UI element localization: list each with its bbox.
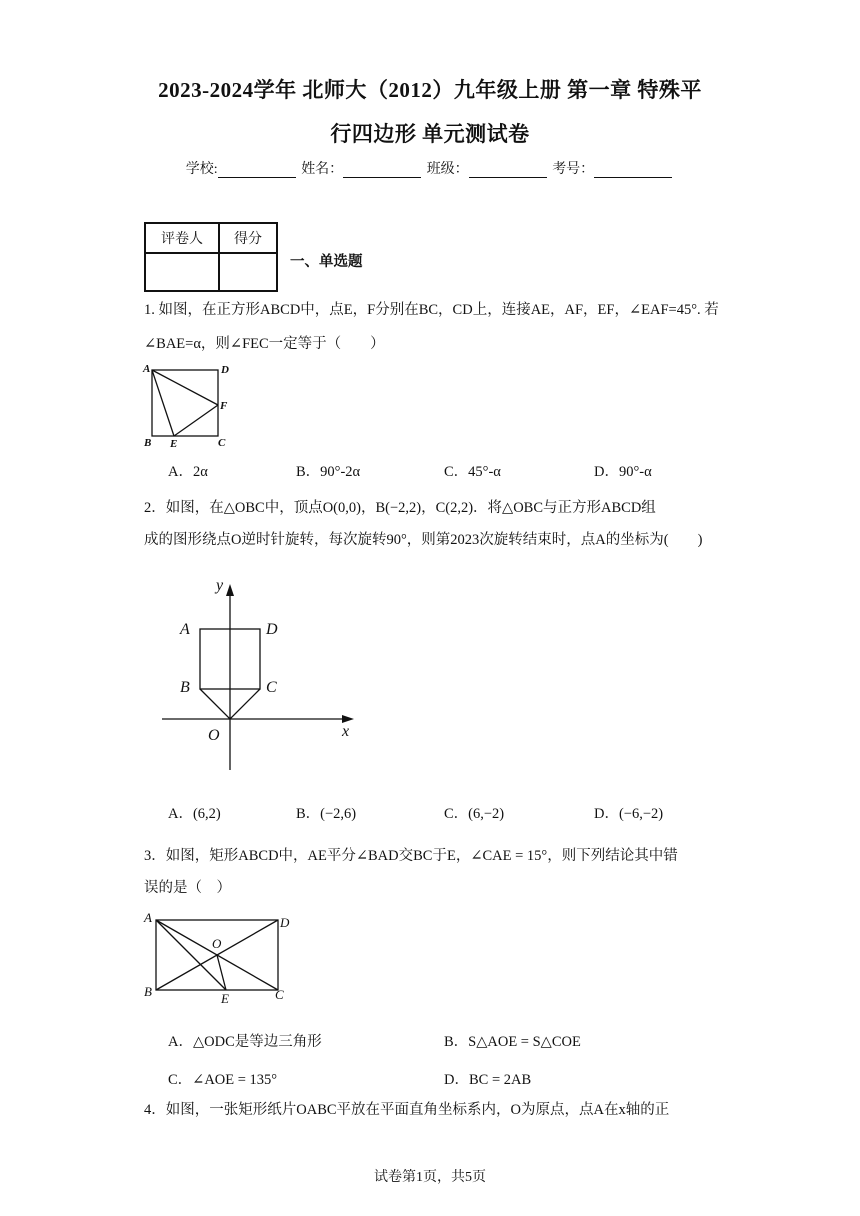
q1-label-d: D	[221, 364, 229, 376]
class-blank[interactable]	[469, 163, 547, 178]
page-footer: 试卷第1页，共5页	[374, 1170, 486, 1185]
q2-x-arrow-icon	[342, 715, 354, 723]
school-label: 学校:	[185, 162, 218, 177]
q1-option-d[interactable]: D．90°-α	[594, 464, 652, 480]
q2-label-b: B	[180, 679, 190, 696]
q2-option-d[interactable]: D．(−6,−2)	[594, 806, 664, 822]
q3-label-a: A	[144, 910, 152, 925]
q1-label-b: B	[144, 437, 152, 449]
q1-figure	[140, 362, 240, 452]
q1-label-c: C	[218, 437, 226, 449]
q3-option-b[interactable]: B．S△AOE = S△COE	[444, 1034, 581, 1050]
class-label: 班级：	[426, 162, 469, 177]
q3-option-c[interactable]: C．∠AOE = 135°	[168, 1072, 278, 1088]
q2-option-c[interactable]: C．(6,−2)	[444, 806, 505, 822]
q1-line1: 1. 如图，在正方形ABCD中，点E，F分别在BC，CD上，连接AE，AF，EF，∠EAF=45°. 若	[144, 302, 719, 318]
q2-label-d: D	[266, 621, 278, 638]
q1-option-a[interactable]: A．2α	[168, 464, 208, 480]
q3-label-b: B	[144, 984, 152, 999]
q3-label-d: D	[280, 915, 290, 930]
q1-label-f: F	[220, 400, 228, 412]
q3-line2: 误的是（ ）	[144, 880, 231, 896]
section-title: 一、单选题	[290, 254, 363, 270]
q2-option-b[interactable]: B．(−2,6)	[296, 806, 357, 822]
q3-segment-ae	[156, 920, 226, 990]
name-blank[interactable]	[343, 163, 421, 178]
q2-label-y: y	[216, 577, 224, 594]
q3-label-c: C	[275, 987, 284, 1002]
name-label: 姓名：	[301, 162, 344, 177]
q1-label-a: A	[143, 363, 151, 375]
q1-option-b[interactable]: B．90°-2α	[296, 464, 361, 480]
exam-no-label: 考号：	[552, 162, 595, 177]
score-header: 得分	[219, 223, 277, 253]
school-blank[interactable]	[218, 163, 296, 178]
q4-line1: 4．如图，一张矩形纸片OABC平放在平面直角坐标系内，O为原点，点A在x轴的正	[144, 1102, 670, 1118]
q1-option-c[interactable]: C．45°-α	[444, 464, 501, 480]
q2-figure	[160, 574, 360, 774]
q3-option-d[interactable]: D．BC = 2AB	[444, 1072, 532, 1088]
grader-header: 评卷人	[145, 223, 219, 253]
student-info-line	[0, 158, 860, 178]
q3-label-o: O	[212, 936, 222, 951]
exam-no-blank[interactable]	[594, 163, 672, 178]
q2-y-arrow-icon	[226, 584, 234, 596]
q2-line2: 成的图形绕点O逆时针旋转，每次旋转90°，则第2023次旋转结束时，点A的坐标为( )	[144, 532, 703, 548]
q2-line1: 2．如图，在△OBC中，顶点O(0,0)，B(−2,2)，C(2,2)．将△OBC与正方形ABCD组	[144, 500, 656, 516]
q2-label-c: C	[266, 679, 277, 696]
score-cell	[219, 253, 277, 291]
q3-option-a[interactable]: A．△ODC是等边三角形	[168, 1034, 322, 1050]
paper-title-line2: 行四边形 单元测试卷	[330, 122, 530, 146]
grader-cell	[145, 253, 219, 291]
q1-segment-ef	[174, 405, 218, 436]
q2-label-a: A	[180, 621, 190, 638]
q1-label-e: E	[170, 438, 178, 450]
paper-title-line1: 2023-2024学年 北师大（2012）九年级上册 第一章 特殊平	[158, 78, 702, 102]
q3-figure	[140, 908, 300, 1008]
score-table	[144, 222, 278, 292]
q2-label-o: O	[208, 727, 220, 744]
q2-option-a[interactable]: A．(6,2)	[168, 806, 221, 822]
q3-label-e: E	[221, 991, 229, 1006]
q3-line1: 3．如图，矩形ABCD中，AE平分∠BAD交BC于E，∠CAE = 15°，则下列结论其中错	[144, 848, 678, 864]
q1-square	[152, 370, 218, 436]
q1-line2: ∠BAE=α，则∠FEC一定等于（ ）	[144, 336, 385, 352]
q2-label-x: x	[342, 723, 350, 740]
